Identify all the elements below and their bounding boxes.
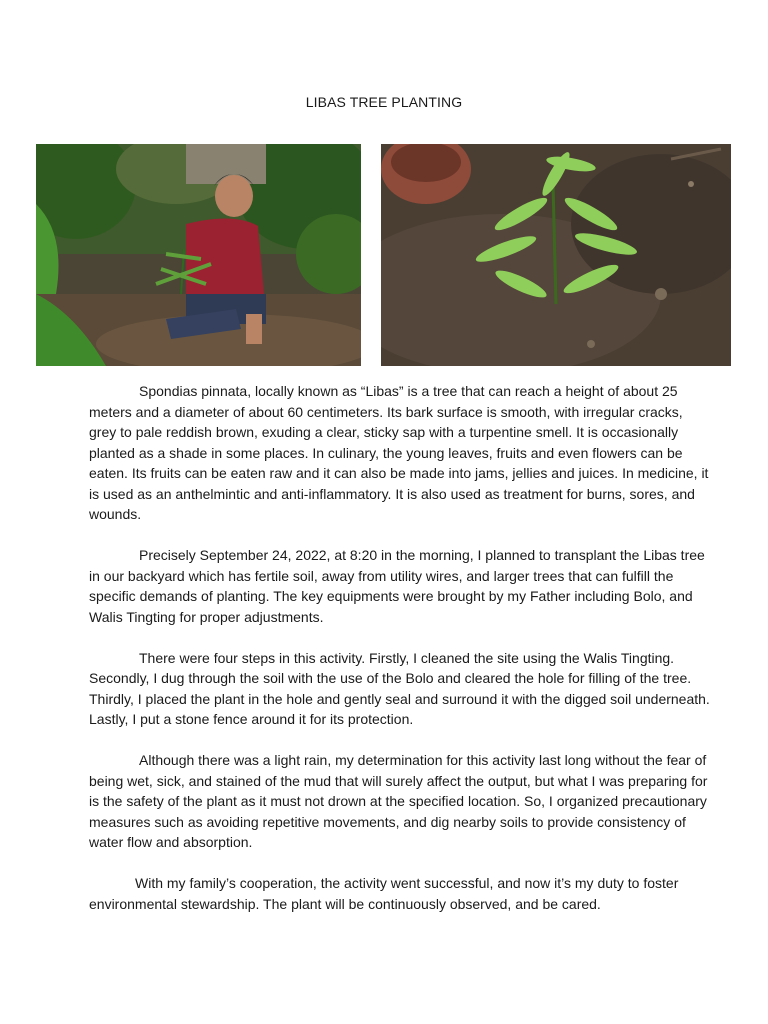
photo-boy-with-seedling xyxy=(36,144,361,366)
paragraph-conclusion: With my family’s cooperation, the activity went successful, and now it’s my duty to foster environmental stewardship. The plant will be continuously observed, and be cared. xyxy=(89,875,679,912)
photo-boy-with-seedling-image xyxy=(36,144,361,366)
paragraph-description: Spondias pinnata, locally known as “Libas” is a tree that can reach a height of about 25 meters and a diameter of about 60 centimeters. Its bark surface is smooth, with irregular cracks, grey to pale reddish brown, exuding a clear, sticky sap with a turpentine smell. It is occasionally planted as a shade in some places. In culinary, the young leaves, fruits and even flowers can be eaten. Its fruits can be eaten raw and it can also be made into jams, jellies and juices. In medicine, it is used as an anthelmintic and anti-inflammatory. It is also used as treatment for burns, sores, and wounds. xyxy=(89,383,709,522)
page-title: LIBAS TREE PLANTING xyxy=(305,94,463,110)
essay-body xyxy=(89,381,711,935)
paragraph-date-and-equipment: Precisely September 24, 2022, at 8:20 in the morning, I planned to transplant the Libas tree in our backyard which has fertile soil, away from utility wires, and larger trees that can fulfill the specific demands of planting. The key equipments were brought by my Father including Bolo, and Walis Tingting for proper adjustments. xyxy=(89,547,705,625)
paragraph-precautions: Although there was a light rain, my determination for this activity last long without the fear of being wet, sick, and stained of the mud that will surely affect the output, but what I was preparing for is the safety of the plant as it must not drown at the specified location. So, I organized precautionary measures such as avoiding repetitive movements, and dig nearby soils to provide consistency of water flow and absorption. xyxy=(89,752,708,850)
photo-planted-seedling xyxy=(381,144,731,366)
photo-planted-seedling-image xyxy=(381,144,731,366)
paragraph-steps: There were four steps in this activity. Firstly, I cleaned the site using the Walis Tingting. Secondly, I dug through the soil with the use of the Bolo and cleared the hole for filling of the tree. Thirdly, I placed the plant in the hole and gently seal and surround it with the digged soil underneath. Lastly, I put a stone fence around it for its protection. xyxy=(89,649,710,727)
